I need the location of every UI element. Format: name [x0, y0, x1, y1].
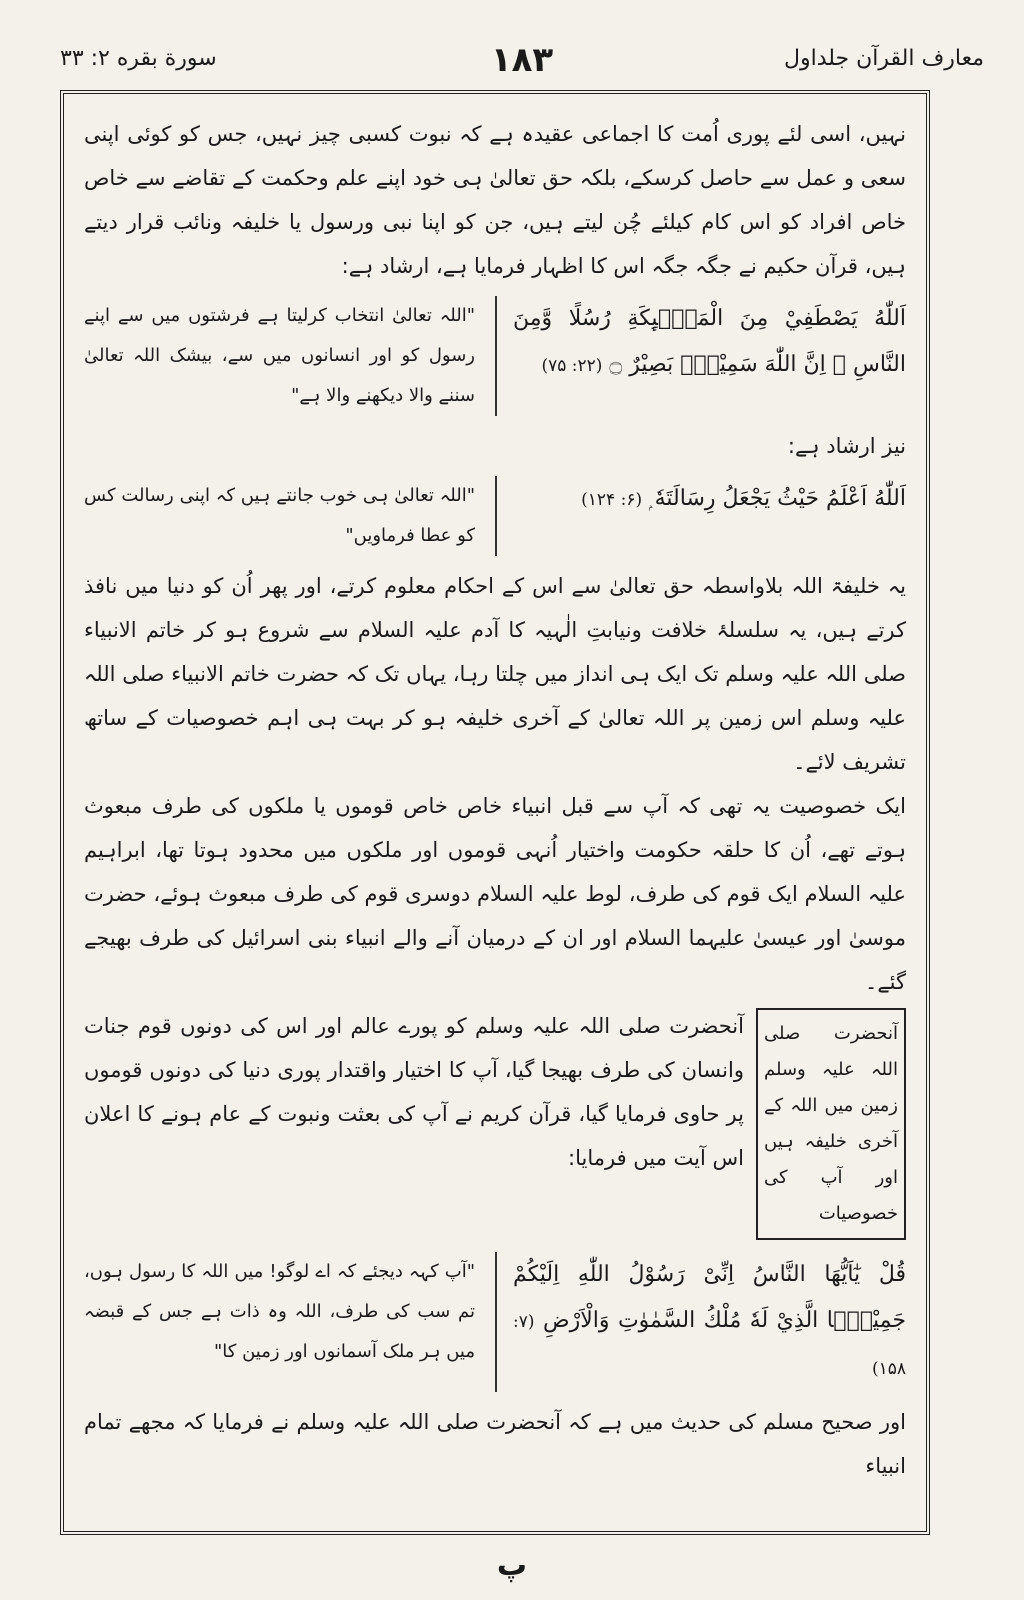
- paragraph-3: یہ خلیفۃ اللہ بلاواسطہ حق تعالیٰ سے اس کے احکام معلوم کرتے، اور پھر اُن کو دنیا میں نافذ کرتے ہیں، یہ سلسلۂ خلافت ونیابتِ الٰہیہ کا آدم علیہ السلام سے شروع ہو کر خاتم الانبیاء صلی اللہ علیہ وسلم تک ایک ہی انداز میں چلتا رہا، یہاں تک کہ حضرت خاتم الانبیاء صلی اللہ علیہ وسلم اس زمین پر اللہ تعالیٰ کے آخری خلیفہ ہو کر بہت ہی اہم خصوصیات کے ساتھ تشریف لائے۔: [84, 574, 906, 774]
- margin-heading: آنحضرت صلی اللہ علیہ وسلم زمین میں اللہ کے آخری خلیفہ ہیں اور آپ کی خصوصیات: [756, 1008, 906, 1240]
- paragraph-5: آنحضرت صلی اللہ علیہ وسلم کو پورے عالم اور اس کی دونوں قوم جنات وانسان کی طرف بھیجا گیا، آپ کا اختیار واقتدار پوری دنیا کی دونوں قوموں پر حاوی فرمایا گیا، قرآن کریم نے آپ کی بعثت ونبوت کے عام ہونے کا اعلان اس آیت میں فرمایا:: [84, 1014, 744, 1170]
- translation-1: "اللہ تعالیٰ انتخاب کرلیتا ہے فرشتوں میں سے اپنے رسول کو اور انسانوں میں سے، بیشک اللہ تعالیٰ سننے والا دیکھنے والا ہے": [84, 305, 475, 406]
- paragraph-4: ایک خصوصیت یہ تھی کہ آپ سے قبل انبیاء خاص خاص قوموں یا ملکوں کی طرف مبعوث ہوتے تھے، اُن کا حلقہ حکومت واختیار اُنہی قوموں اور ملکوں میں محدود ہوتا تھا، ابراہیم علیہ السلام ایک قوم کی طرف، لوط علیہ السلام دوسری قوم کی طرف مبعوث ہوئے، حضرت موسیٰ اور عیسیٰ علیہما السلام اور ان کے درمیان آنے والے انبیاء بنی اسرائیل کی طرف بھیجے گئے۔: [84, 794, 906, 994]
- translation-3: "آپ کہہ دیجئے کہ اے لوگو! میں اللہ کا رسول ہوں، تم سب کی طرف، اللہ وہ ذات ہے جس کے قبضہ میں ہر ملک آسمانوں اور زمین کا": [84, 1261, 475, 1362]
- text-frame: [60, 90, 930, 1535]
- page-header: [60, 40, 984, 90]
- quran-verse-1-text: اَللّٰهُ يَصْطَفِيْ مِنَ الْمَلٰۗىِٕكَةِ رُسُلًا وَّمِنَ النَّاسِ ۭ اِنَّ اللّٰهَ سَمِيْعٌۢ بَصِيْرٌ ۝: [513, 306, 906, 377]
- quran-verse-3-ref: (۷: ۱۵۸): [513, 1312, 906, 1379]
- quote-block-1: [84, 296, 906, 416]
- book-title: معارف القرآن جلداول: [783, 46, 984, 71]
- quran-verse-2-ref: (۶: ۱۲۴): [581, 490, 643, 510]
- translation-2: "اللہ تعالیٰ ہی خوب جانتے ہیں کہ اپنی رسالت کس کو عطا فرماویں": [84, 485, 475, 546]
- quran-verse-1-ref: (۲۲: ۷۵): [541, 356, 603, 376]
- quran-verse-2-text: اَللّٰهُ اَعْلَمُ حَيْثُ يَجْعَلُ رِسَالَتَهٗ ۭ: [649, 486, 906, 511]
- sidenote-block: [84, 1004, 906, 1244]
- quote-block-2: [84, 476, 906, 556]
- paragraph-2: نیز ارشاد ہے:: [787, 434, 906, 458]
- quran-verse-3: [495, 1252, 906, 1392]
- quran-verse-2: [495, 476, 906, 556]
- quote-block-3: [84, 1252, 906, 1392]
- surah-reference: سورة بقره ۲: ۳۳: [60, 46, 217, 71]
- paragraph-1: نہیں، اسی لئے پوری اُمت کا اجماعی عقیدہ ہے کہ نبوت کسبی چیز نہیں، جس کو کوئی اپنی سعی و عمل سے حاصل کرسکے، بلکہ حق تعالیٰ ہی خود اپنے علم وحکمت کے تقاضے سے خاص خاص افراد کو اس کام کیلئے چُن لیتے ہیں، جن کو اپنا نبی ورسول یا خلیفہ ونائب قرار دیتے ہیں، قرآن حکیم نے جگہ جگہ اس کا اظہار فرمایا ہے، ارشاد ہے:: [84, 122, 906, 278]
- paragraph-6: اور صحیح مسلم کی حدیث میں ہے کہ آنحضرت صلی اللہ علیہ وسلم نے فرمایا کہ مجھے تمام انبیاء: [84, 1410, 906, 1478]
- page-number: ١٨٣: [490, 40, 554, 80]
- quran-verse-1: [495, 296, 906, 416]
- footer-mark: پ: [496, 1548, 528, 1583]
- quran-verse-3-text: قُلْ يٰٓاَيُّھَا النَّاسُ اِنِّىْ رَسُوْلُ اللّٰهِ اِلَيْكُمْ جَمِيْعَۨا الَّذِيْ لَهٗ مُلْكُ السَّمٰوٰتِ وَالْاَرْضِ: [513, 1262, 906, 1333]
